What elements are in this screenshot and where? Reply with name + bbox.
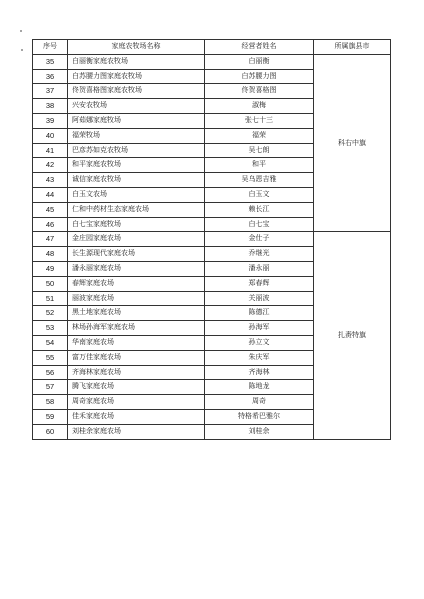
row-farm-name: 潘永丽家庭农场 — [68, 262, 205, 277]
scan-speck — [21, 49, 23, 51]
header-seq: 序号 — [33, 40, 68, 55]
row-seq: 45 — [33, 203, 68, 218]
row-seq: 39 — [33, 114, 68, 129]
row-farm-name: 齐海林家庭农场 — [68, 366, 205, 381]
row-operator: 吴乌恩吉雅 — [205, 173, 314, 188]
row-farm-name: 华南家庭农场 — [68, 336, 205, 351]
row-seq: 48 — [33, 247, 68, 262]
row-operator: 白玉文 — [205, 188, 314, 203]
row-seq: 59 — [33, 410, 68, 425]
row-farm-name: 白七宝家庭牧场 — [68, 218, 205, 233]
farm-list-table — [32, 39, 391, 440]
row-seq: 56 — [33, 366, 68, 381]
row-operator: 陈德江 — [205, 306, 314, 321]
row-seq: 44 — [33, 188, 68, 203]
row-operator: 孙立文 — [205, 336, 314, 351]
row-operator: 周奇 — [205, 395, 314, 410]
row-operator: 特格希巴雅尔 — [205, 410, 314, 425]
row-seq: 58 — [33, 395, 68, 410]
row-seq: 38 — [33, 99, 68, 114]
row-seq: 37 — [33, 84, 68, 99]
row-farm-name: 阿茹娜家庭牧场 — [68, 114, 205, 129]
row-farm-name: 金庄园家庭农场 — [68, 232, 205, 247]
row-farm-name: 丽波家庭农场 — [68, 292, 205, 307]
row-farm-name: 佳禾家庭农场 — [68, 410, 205, 425]
row-operator: 白丽衡 — [205, 55, 314, 70]
row-seq: 51 — [33, 292, 68, 307]
row-farm-name: 春辉家庭农场 — [68, 277, 205, 292]
row-seq: 47 — [33, 232, 68, 247]
row-operator: 朱庆军 — [205, 351, 314, 366]
row-seq: 57 — [33, 380, 68, 395]
scan-speck — [20, 30, 22, 32]
row-seq: 42 — [33, 158, 68, 173]
region-group-cell: 扎赉特旗 — [314, 232, 391, 439]
row-operator: 孙海军 — [205, 321, 314, 336]
row-seq: 49 — [33, 262, 68, 277]
row-operator: 金仕子 — [205, 232, 314, 247]
row-farm-name: 和平家庭农牧场 — [68, 158, 205, 173]
row-seq: 50 — [33, 277, 68, 292]
row-seq: 55 — [33, 351, 68, 366]
row-farm-name: 白丽衡家庭农牧场 — [68, 55, 205, 70]
row-farm-name: 白玉文农场 — [68, 188, 205, 203]
row-farm-name: 长生源现代家庭农场 — [68, 247, 205, 262]
row-operator: 张七十三 — [205, 114, 314, 129]
row-farm-name: 诚信家庭农牧场 — [68, 173, 205, 188]
row-seq: 36 — [33, 70, 68, 85]
row-operator: 潘永丽 — [205, 262, 314, 277]
row-farm-name: 黑土地家庭农场 — [68, 306, 205, 321]
row-seq: 40 — [33, 129, 68, 144]
row-operator: 吴七朗 — [205, 144, 314, 159]
row-operator: 福荣 — [205, 129, 314, 144]
row-seq: 60 — [33, 425, 68, 440]
row-seq: 52 — [33, 306, 68, 321]
row-operator: 佟贺喜格图 — [205, 84, 314, 99]
row-farm-name: 腾飞家庭农场 — [68, 380, 205, 395]
row-seq: 46 — [33, 218, 68, 233]
row-farm-name: 富万佳家庭农场 — [68, 351, 205, 366]
row-seq: 53 — [33, 321, 68, 336]
row-farm-name: 仁和中药材生态家庭农场 — [68, 203, 205, 218]
header-farm-name: 家庭农牧场名称 — [68, 40, 205, 55]
row-operator: 白苏腰力图 — [205, 70, 314, 85]
row-seq: 54 — [33, 336, 68, 351]
row-seq: 43 — [33, 173, 68, 188]
row-farm-name: 周奇家庭农场 — [68, 395, 205, 410]
row-seq: 35 — [33, 55, 68, 70]
row-farm-name: 林场孙海军家庭农场 — [68, 321, 205, 336]
row-operator: 乔继光 — [205, 247, 314, 262]
row-farm-name: 巴彦苏如克农牧场 — [68, 144, 205, 159]
row-farm-name: 白苏腰力图家庭农牧场 — [68, 70, 205, 85]
header-operator: 经营者姓名 — [205, 40, 314, 55]
row-operator: 关丽波 — [205, 292, 314, 307]
row-seq: 41 — [33, 144, 68, 159]
row-operator: 郑春辉 — [205, 277, 314, 292]
row-operator: 淑梅 — [205, 99, 314, 114]
row-farm-name: 福荣牧场 — [68, 129, 205, 144]
region-group-cell: 科右中旗 — [314, 55, 391, 233]
row-farm-name: 佟贺喜格图家庭农牧场 — [68, 84, 205, 99]
row-farm-name: 刘桂余家庭农场 — [68, 425, 205, 440]
row-operator: 刘桂余 — [205, 425, 314, 440]
row-farm-name: 兴安农牧场 — [68, 99, 205, 114]
row-operator: 赖长江 — [205, 203, 314, 218]
row-operator: 陈地龙 — [205, 380, 314, 395]
row-operator: 齐海林 — [205, 366, 314, 381]
header-region: 所属旗县市 — [314, 40, 391, 55]
row-operator: 白七宝 — [205, 218, 314, 233]
row-operator: 和平 — [205, 158, 314, 173]
